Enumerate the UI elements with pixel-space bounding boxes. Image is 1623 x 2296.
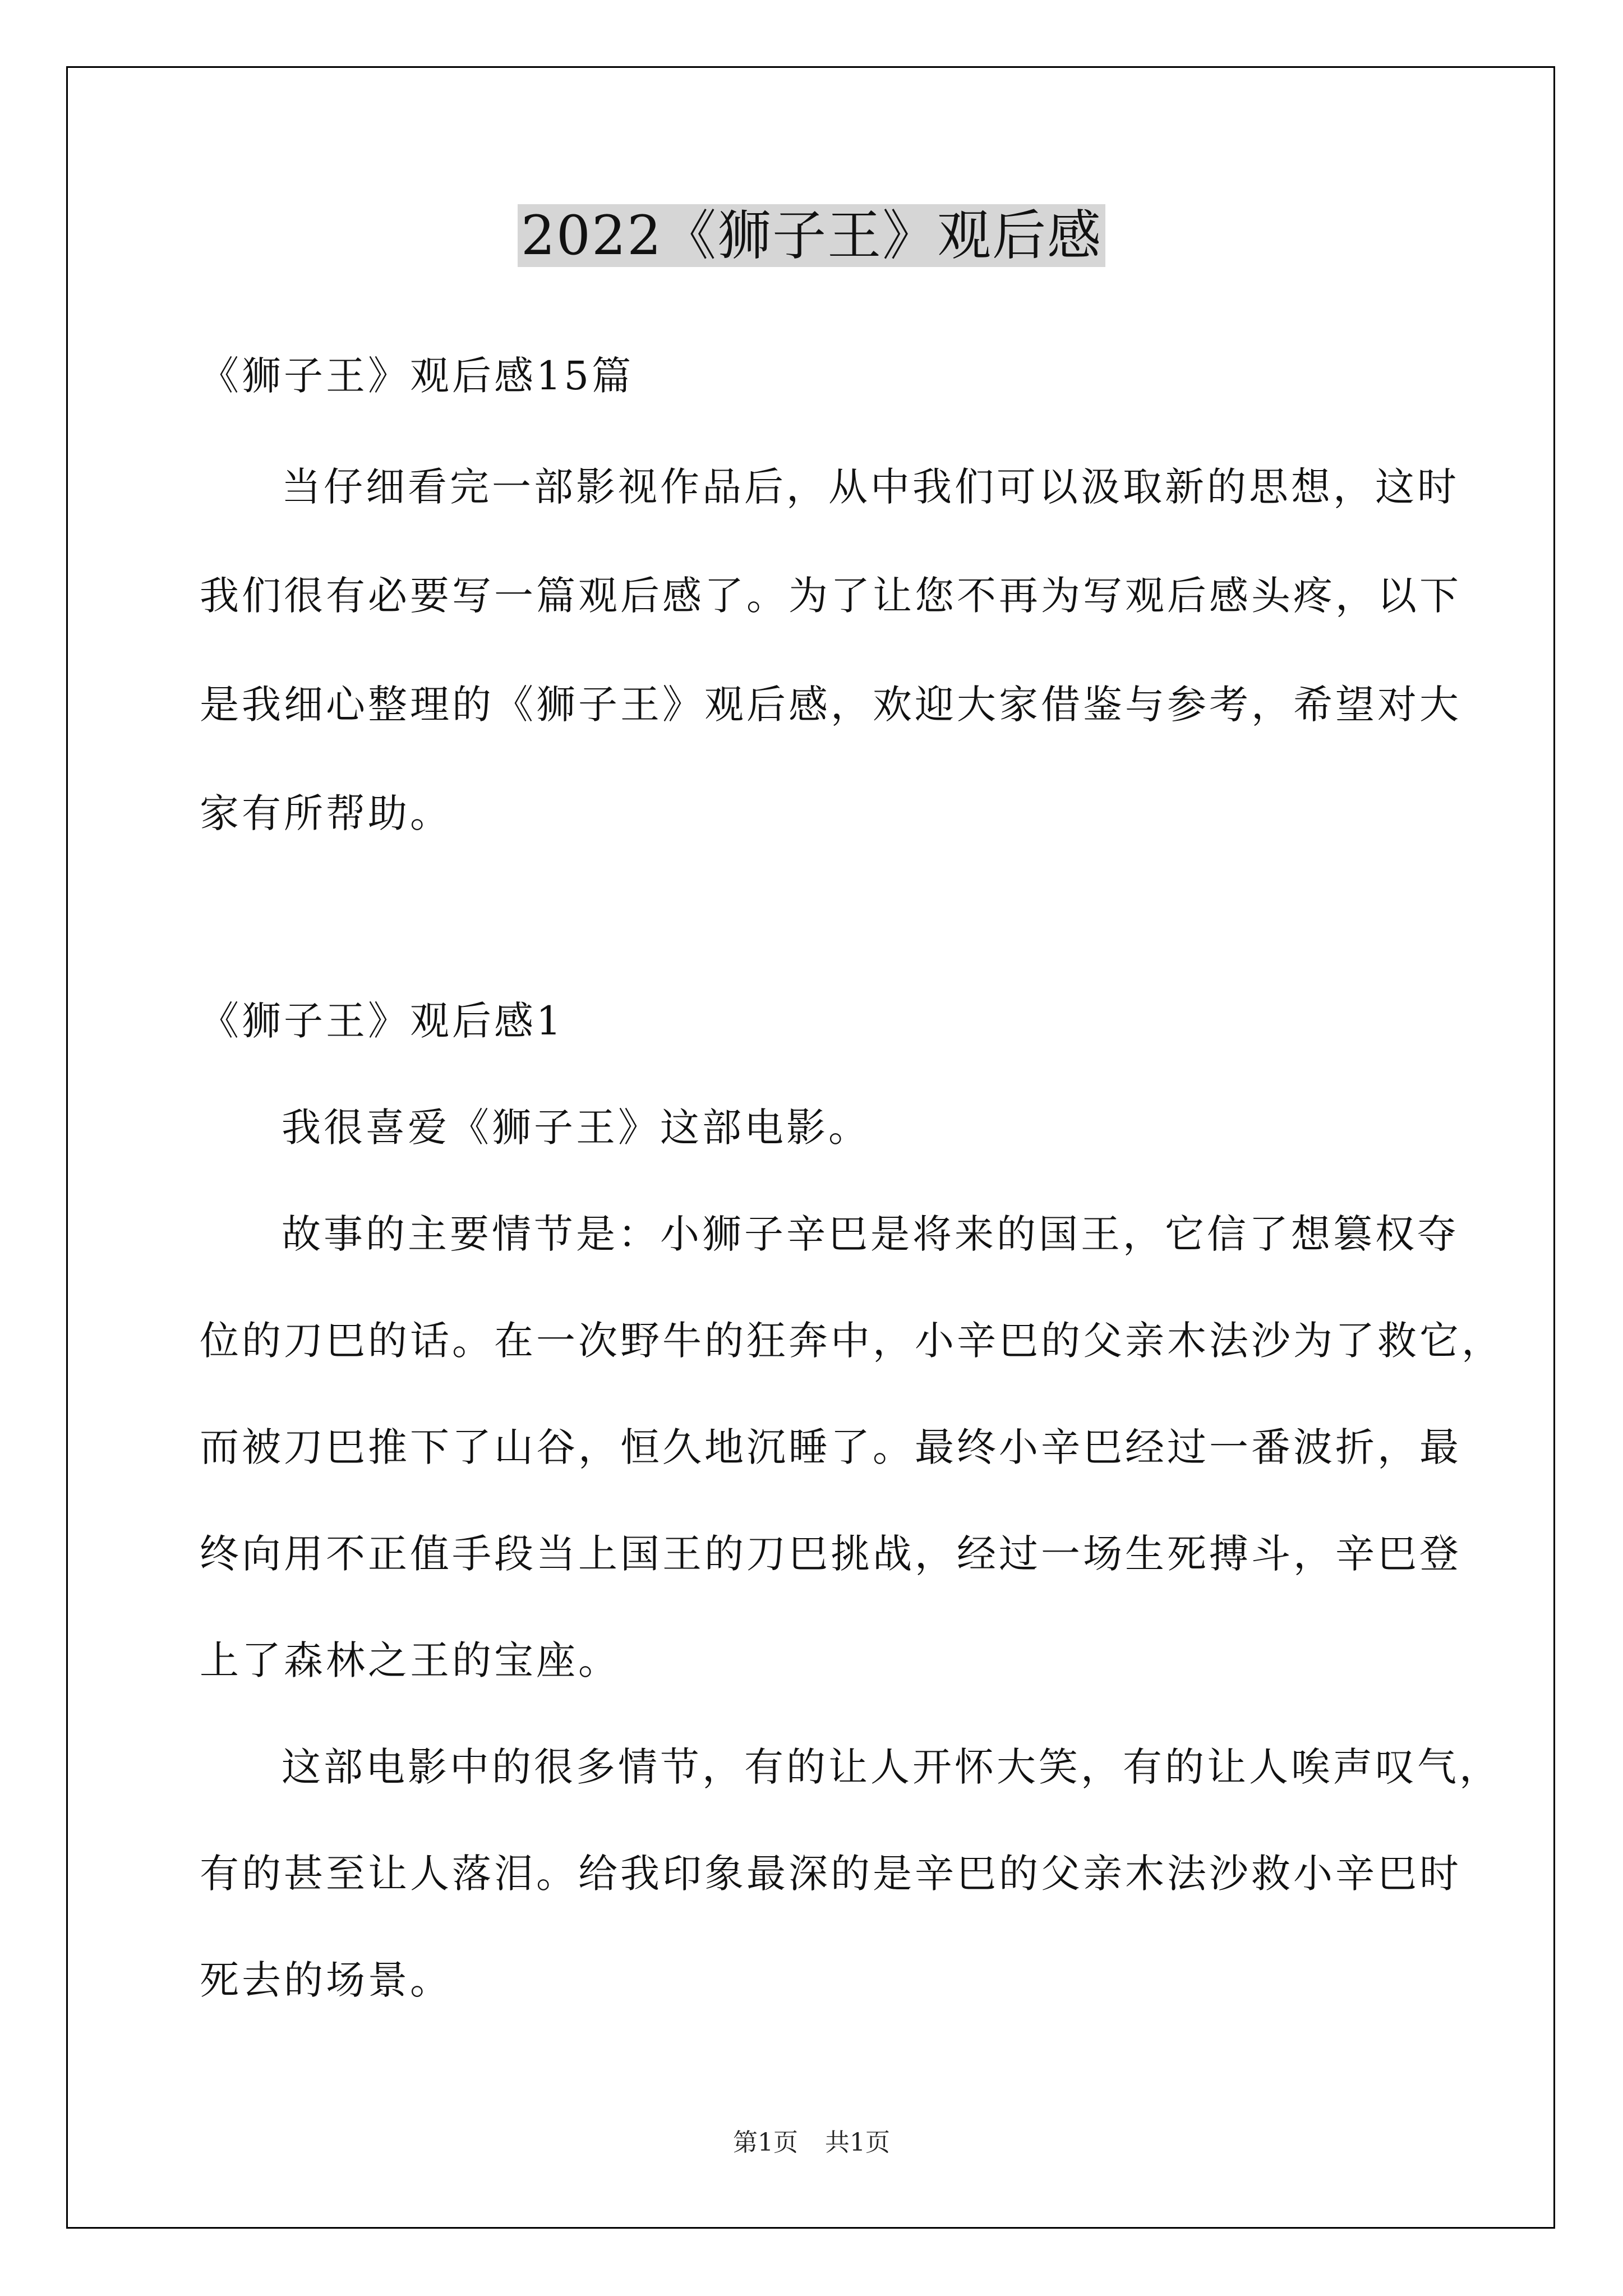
paragraph-line: 而被刀巴推下了山谷，恒久地沉睡了。最终小辛巴经过一番波折，最 (200, 1424, 1461, 1470)
intro-line: 我们很有必要写一篇观后感了。为了让您不再为写观后感头疼，以下 (200, 573, 1461, 619)
paragraph-line: 我很喜爱《狮子王》这部电影。 (282, 1105, 870, 1151)
paragraph-line: 死去的场景。 (200, 1957, 452, 2003)
paragraph-line: 有的甚至让人落泪。给我印象最深的是辛巴的父亲木法沙救小辛巴时 (200, 1851, 1461, 1897)
intro-line: 家有所帮助。 (200, 790, 452, 836)
paragraph-line: 故事的主要情节是：小狮子辛巴是将来的国王，它信了想篡权夺 (282, 1211, 1459, 1257)
page-number: 第1页 (733, 2128, 798, 2157)
page-footer (0, 2126, 1623, 2160)
subtitle: 《狮子王》观后感15篇 (200, 353, 634, 399)
paragraph-line: 位的刀巴的话。在一次野牛的狂奔中，小辛巴的父亲木法沙为了救它， (200, 1318, 1504, 1364)
paragraph-line: 这部电影中的很多情节，有的让人开怀大笑，有的让人唉声叹气， (282, 1744, 1501, 1790)
document-title-text: 2022《狮子王》观后感 (518, 204, 1105, 267)
intro-line: 是我细心整理的《狮子王》观后感，欢迎大家借鉴与参考，希望对大 (200, 682, 1461, 728)
paragraph-line: 终向用不正值手段当上国王的刀巴挑战，经过一场生死搏斗，辛巴登 (200, 1531, 1461, 1577)
intro-line: 当仔细看完一部影视作品后，从中我们可以汲取新的思想，这时 (282, 464, 1459, 510)
page-total: 共1页 (825, 2128, 890, 2157)
document-title (0, 199, 1623, 272)
section-heading: 《狮子王》观后感1 (200, 998, 564, 1044)
paragraph-line: 上了森林之王的宝座。 (200, 1637, 620, 1683)
